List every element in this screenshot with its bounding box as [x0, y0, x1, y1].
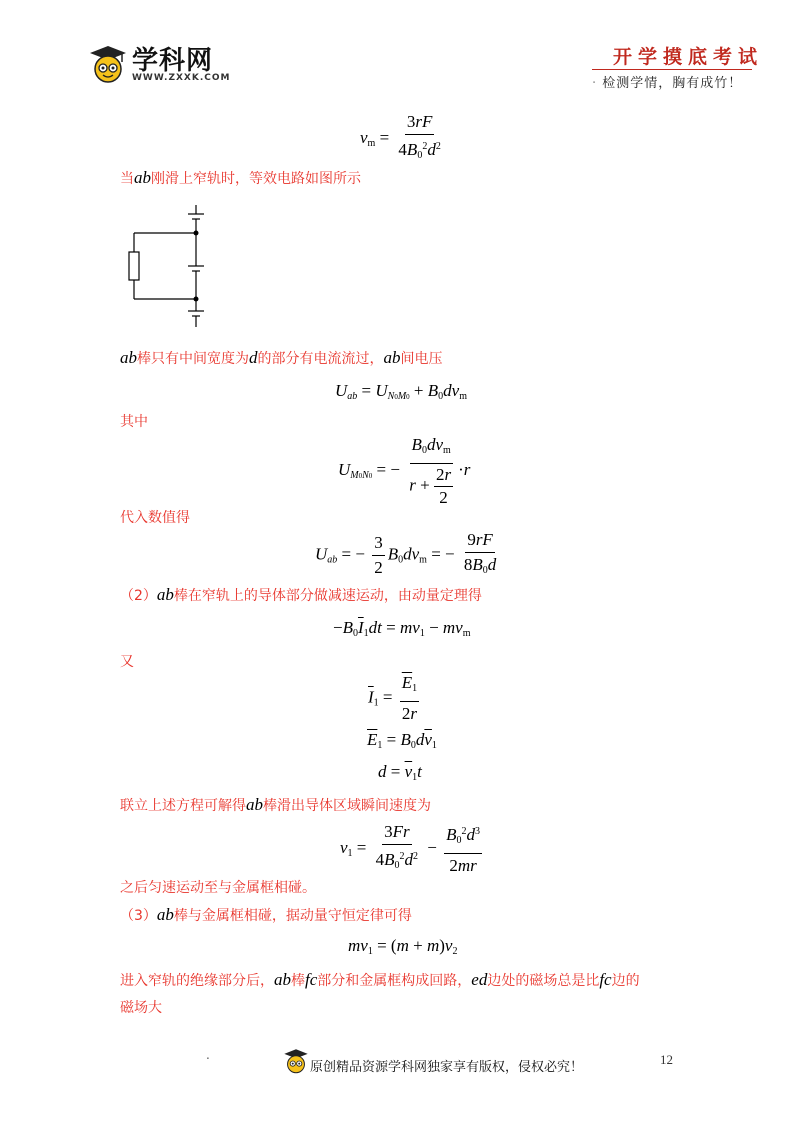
equation-momentum: $-B_0\overline{I}_1dt = mv_1 - mv_m$ — [333, 618, 471, 639]
header-right-subtitle: · 检测学情，胸有成竹！ — [592, 76, 743, 91]
equation-v1: $v_1$ = $\frac{3Fr}{4B_0^2d^2}$ − $\frac{B_0^2d^3}{2mr}$ — [340, 822, 481, 875]
text-line-2: ab棒只有中间宽度为d的部分有电流流过，ab间电压 — [120, 348, 443, 367]
equivalent-circuit-diagram — [126, 200, 226, 335]
footer — [0, 1040, 800, 1090]
equation-collision: $mv_1 = (m + m)v_2$ — [348, 936, 458, 957]
equation-um0n0: $U_{M0N0}$ = − $B_0dv_m$ r + $\frac{2r}{2}$ ·r — [338, 435, 471, 507]
text-line-7: 联立上述方程可解得ab棒滑出导体区域瞬间速度为 — [120, 795, 431, 814]
equation-uab-value: $U_{ab}$ = − $\frac{3}{2}$ $B_0dv_m$ = − $\frac{9rF}{8B_0d}$ — [315, 530, 497, 577]
text-line-1: 当ab刚滑上窄轨时，等效电路如图所示 — [120, 168, 361, 187]
equation-e1: $\overline{E}_1 = B_0d\overline{v}_1$ — [367, 730, 437, 751]
text-line-6: 又 — [120, 654, 134, 670]
text-line-4: 代入数值得 — [120, 510, 190, 526]
text-line-5: （2）ab棒在窄轨上的导体部分做减速运动，由动量定理得 — [120, 585, 482, 604]
text-line-10: 进入窄轨的绝缘部分后，ab棒fc部分和金属框构成回路，ed边处的磁场总是比fc边的 — [120, 970, 640, 989]
equation-uab: $U_{ab} = U_{N0M0} + B_0dv_m$ — [335, 381, 467, 402]
text-line-9: （3）ab棒与金属框相碰，据动量守恒定律可得 — [120, 905, 412, 924]
footer-copyright: 原创精品资源学科网独家享有版权，侵权必究！ — [310, 1060, 584, 1075]
equation-vm: $v_m$ = $\frac{3rF}{4B_0^2d^2}$ — [360, 112, 441, 161]
footer-dot: . — [206, 1048, 210, 1062]
header-divider — [592, 69, 752, 70]
logo-url: WWW.ZXXK.COM — [132, 73, 231, 83]
logo-mascot-icon — [88, 44, 128, 84]
equation-i1: $\overline{I}_1$ = $\frac{\overline{E}_1}{2r}$ — [368, 673, 418, 723]
header-right-title: 开学摸底考试 — [613, 46, 764, 68]
page-number: 12 — [660, 1052, 673, 1067]
header — [0, 0, 800, 100]
text-line-11: 磁场大 — [120, 1000, 162, 1016]
text-line-8: 之后匀速运动至与金属框相碰。 — [120, 880, 316, 896]
footer-mascot-icon — [283, 1048, 309, 1074]
text-line-3: 其中 — [120, 414, 148, 430]
logo-text: 学科网 — [132, 46, 214, 76]
equation-d: $d = \overline{v}_1t$ — [378, 762, 422, 783]
